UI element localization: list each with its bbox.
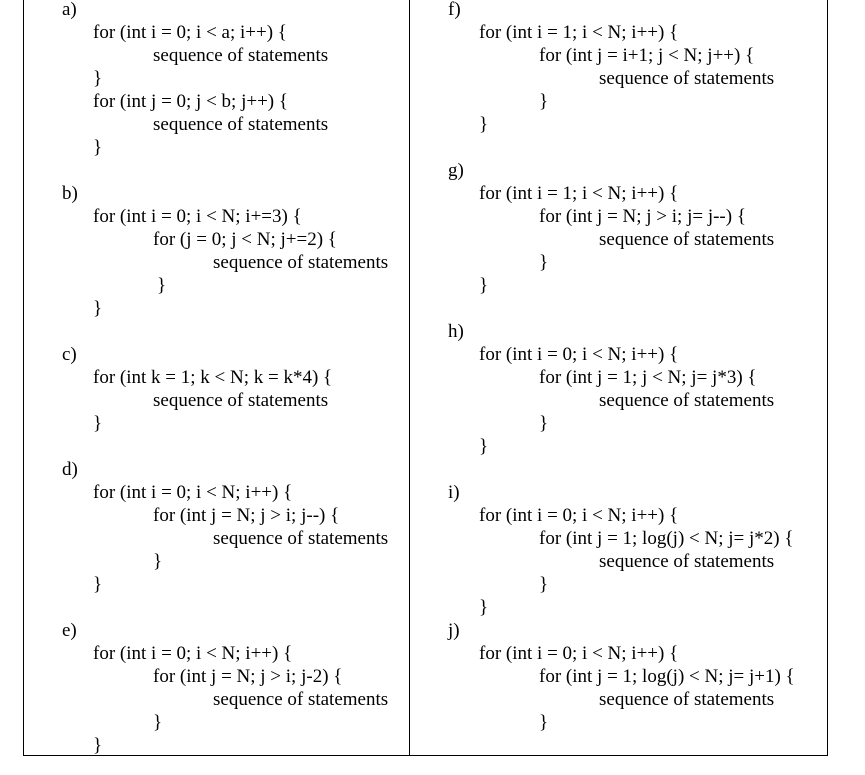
code-line: for (int i = 0; i < N; i++) { bbox=[93, 643, 293, 664]
problem-label-c: c) bbox=[62, 344, 77, 365]
code-line: } bbox=[93, 298, 103, 319]
code-line: } bbox=[539, 252, 549, 273]
code-line: for (int j = i+1; j < N; j++) { bbox=[539, 45, 755, 66]
code-line: for (int i = 0; i < a; i++) { bbox=[93, 22, 287, 43]
code-line: } bbox=[539, 712, 549, 733]
code-line: for (int i = 1; i < N; i++) { bbox=[479, 183, 679, 204]
code-line: for (int j = 1; log(j) < N; j= j*2) { bbox=[539, 528, 794, 549]
code-line: } bbox=[93, 413, 103, 434]
code-line: } bbox=[153, 712, 163, 733]
code-line: } bbox=[479, 275, 489, 296]
code-line: for (int j = N; j > i; j= j--) { bbox=[539, 206, 746, 227]
code-line: } bbox=[539, 91, 549, 112]
problem-label-h: h) bbox=[448, 321, 464, 342]
code-line: sequence of statements bbox=[153, 45, 329, 66]
problem-label-j: j) bbox=[448, 620, 460, 641]
problem-label-e: e) bbox=[62, 620, 77, 641]
code-line: for (int j = 0; j < b; j++) { bbox=[93, 91, 288, 112]
code-line: for (j = 0; j < N; j+=2) { bbox=[153, 229, 337, 250]
code-line: sequence of statements bbox=[599, 689, 775, 710]
code-line: sequence of statements bbox=[599, 68, 775, 89]
code-line: } bbox=[479, 114, 489, 135]
code-line: sequence of statements bbox=[213, 689, 389, 710]
code-line: } bbox=[539, 413, 549, 434]
problem-label-g: g) bbox=[448, 160, 464, 181]
code-line: } bbox=[539, 574, 549, 595]
table-left-border bbox=[23, 0, 24, 756]
code-line: for (int j = 1; log(j) < N; j= j+1) { bbox=[539, 666, 795, 687]
code-line: } bbox=[479, 597, 489, 618]
code-line: for (int j = 1; j < N; j= j*3) { bbox=[539, 367, 757, 388]
code-line: sequence of statements bbox=[213, 252, 389, 273]
code-line: } bbox=[93, 137, 103, 158]
code-line: } bbox=[93, 574, 103, 595]
problem-label-i: i) bbox=[448, 482, 460, 503]
table-right-border bbox=[827, 0, 828, 756]
code-line: sequence of statements bbox=[599, 229, 775, 250]
code-line: } bbox=[153, 551, 163, 572]
code-line: sequence of statements bbox=[599, 551, 775, 572]
problem-label-f: f) bbox=[448, 0, 461, 20]
code-line: for (int i = 0; i < N; i++) { bbox=[479, 643, 679, 664]
code-line: } bbox=[479, 436, 489, 457]
code-line: for (int i = 0; i < N; i++) { bbox=[93, 482, 293, 503]
code-line: for (int i = 1; i < N; i++) { bbox=[479, 22, 679, 43]
code-line: for (int i = 0; i < N; i+=3) { bbox=[93, 206, 302, 227]
code-line: } bbox=[93, 735, 103, 756]
code-line: for (int i = 0; i < N; i++) { bbox=[479, 344, 679, 365]
code-line: sequence of statements bbox=[599, 390, 775, 411]
code-line: } bbox=[93, 68, 103, 89]
problem-label-b: b) bbox=[62, 183, 78, 204]
code-line: sequence of statements bbox=[153, 114, 329, 135]
code-line: for (int j = N; j > i; j-2) { bbox=[153, 666, 343, 687]
code-line: sequence of statements bbox=[153, 390, 329, 411]
table-bottom-border bbox=[23, 755, 828, 756]
code-line: for (int j = N; j > i; j--) { bbox=[153, 505, 340, 526]
code-line: for (int i = 0; i < N; i++) { bbox=[479, 505, 679, 526]
code-line: sequence of statements bbox=[213, 528, 389, 549]
problem-label-a: a) bbox=[62, 0, 77, 20]
table-center-divider bbox=[409, 0, 410, 756]
code-line: for (int k = 1; k < N; k = k*4) { bbox=[93, 367, 333, 388]
problem-label-d: d) bbox=[62, 459, 78, 480]
code-line: } bbox=[157, 275, 167, 296]
